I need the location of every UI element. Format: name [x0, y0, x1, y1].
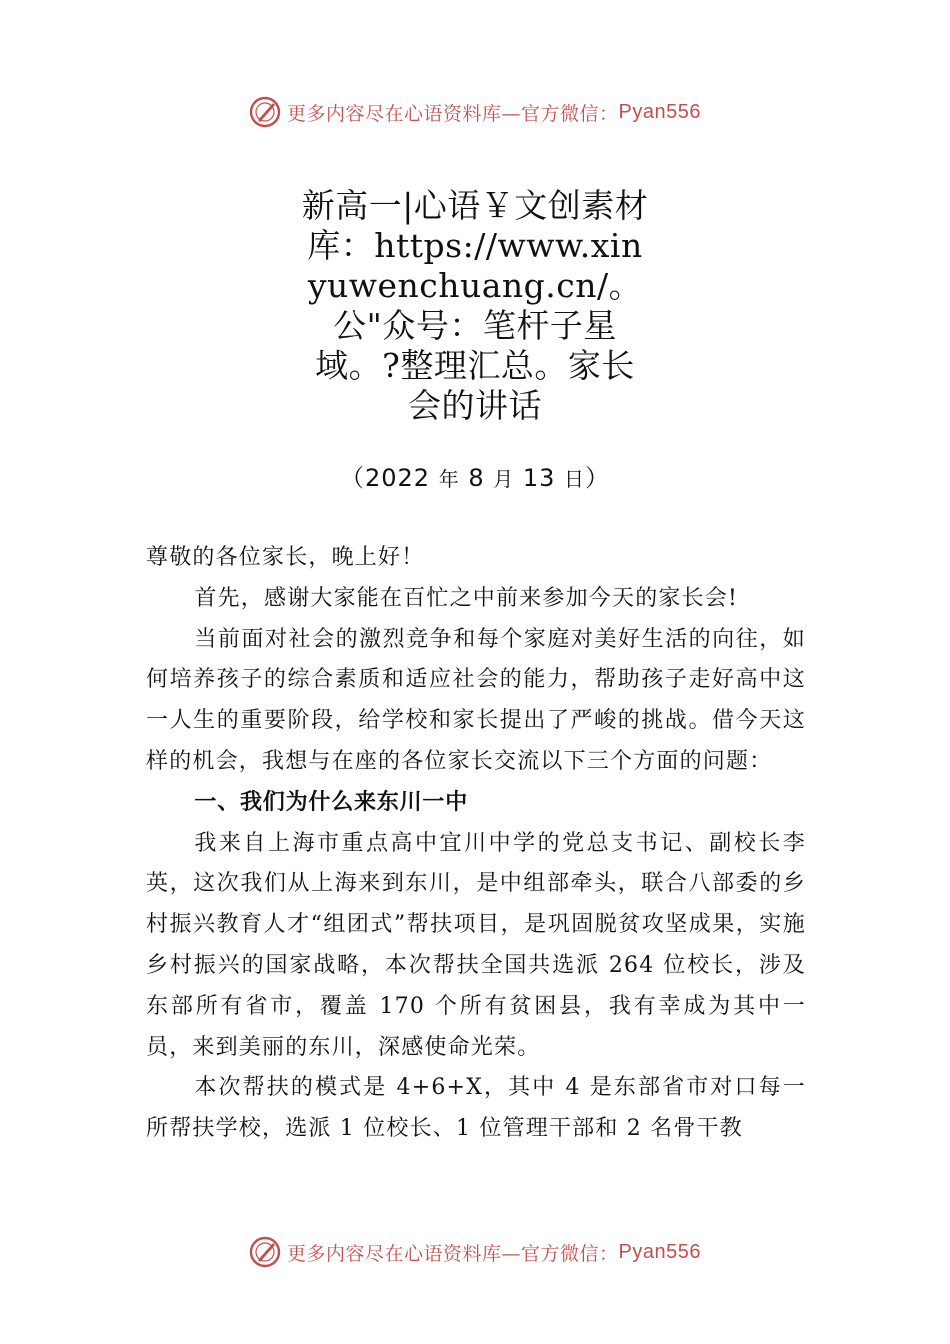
date-month: 8 — [459, 464, 494, 492]
brand-logo-icon — [249, 96, 281, 128]
intro-paragraph: 当前面对社会的激烈竞争和每个家庭对美好生活的向往，如何培养孩子的综合素质和适应社会的能力，帮助孩子走好高中这一人生的重要阶段，给学校和家长提出了严峻的挑战。借今天这样的机会，我想与在座的各位家长交流以下三个方面的问题： — [146, 626, 806, 774]
document-date — [0, 458, 950, 493]
watermark-text: 更多内容尽在心语资料库—官方微信： — [287, 102, 619, 125]
date-day-label: 日 — [564, 467, 586, 491]
watermark-footer — [0, 1236, 950, 1268]
model-paragraph: 本次帮扶的模式是 4+6+X，其中 4 是东部省市对口每一所帮扶学校，选派 1 位校长、1 位管理干部和 2 名骨干教 — [146, 1075, 806, 1142]
watermark-header — [0, 96, 950, 128]
date-close: ） — [585, 464, 611, 492]
watermark-text: 更多内容尽在心语资料库—官方微信： — [287, 1242, 619, 1265]
greeting-paragraph: 尊敬的各位家长，晚上好！ — [146, 545, 425, 570]
date-day: 13 — [514, 464, 565, 492]
watermark-wechat-id: Pyan556 — [618, 100, 701, 123]
document-title: 新高一|心语￥文创素材库：https://www.xinyuwenchuang.cn/。公"众号：笔杆子星域。?整理汇总。家长会的讲话 — [301, 186, 649, 425]
date-year-label: 年 — [438, 467, 460, 491]
date-month-label: 月 — [493, 467, 515, 491]
brand-logo-icon — [249, 1236, 281, 1268]
watermark-wechat-id: Pyan556 — [618, 1240, 701, 1263]
date-open: （2022 — [339, 464, 439, 492]
section-heading-1: 一、我们为什么来东川一中 — [194, 789, 468, 815]
thanks-paragraph: 首先，感谢大家能在百忙之中前来参加今天的家长会! — [194, 585, 739, 611]
background-paragraph: 我来自上海市重点高中宜川中学的党总支书记、副校长李英，这次我们从上海来到东川，是中组部牵头，联合八部委的乡村振兴教育人才“组团式”帮扶项目，是巩固脱贫攻坚成果，实施乡村振兴的国家战略，本次帮扶全国共选派 264 位校长，涉及东部所有省市，覆盖 170 个所有贫困县，我有幸成为其中一员，来到美丽的东川，深感使命光荣。 — [146, 830, 806, 1060]
document-body — [146, 538, 806, 1150]
